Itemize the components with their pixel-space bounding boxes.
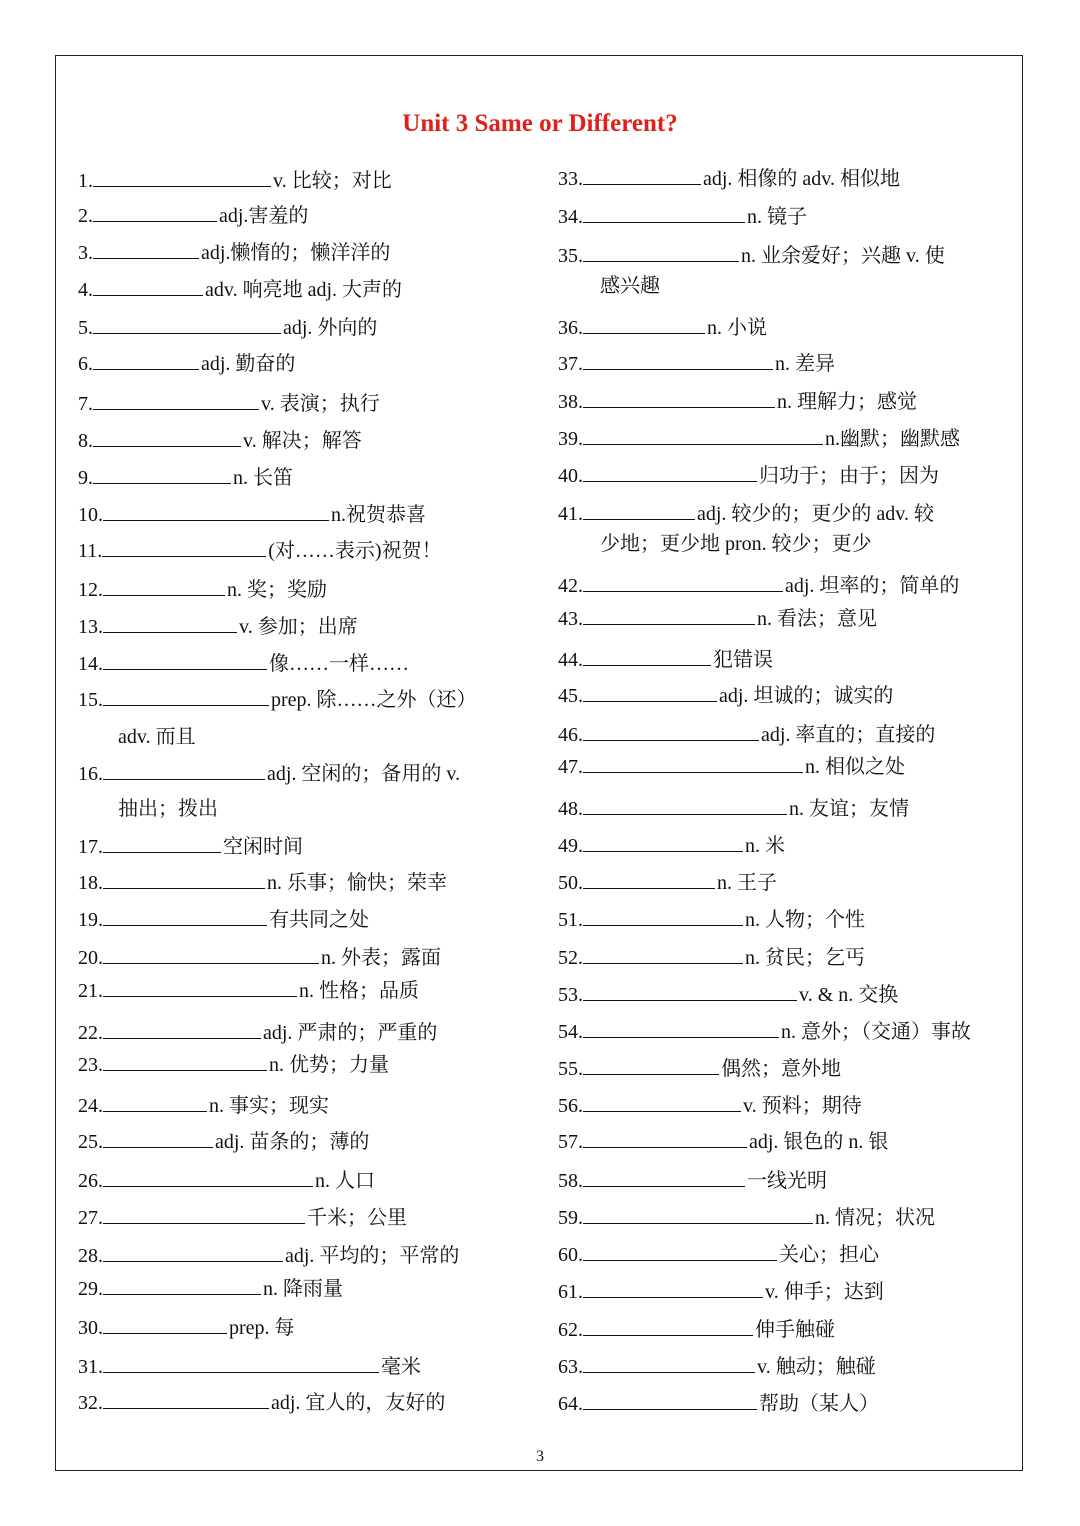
answer-blank[interactable] [583, 1240, 777, 1261]
item-number: 39. [558, 428, 583, 450]
vocab-item [558, 943, 865, 973]
item-meaning: adj. 平均的；平常的 [285, 1245, 460, 1267]
item-meaning: adj. 苗条的；薄的 [215, 1131, 370, 1153]
answer-blank[interactable] [583, 1091, 741, 1112]
answer-blank[interactable] [93, 349, 199, 370]
item-number: 60. [558, 1244, 583, 1266]
answer-blank[interactable] [103, 1203, 305, 1224]
item-meaning: adj. 严肃的；严重的 [263, 1022, 438, 1044]
item-number: 13. [78, 616, 103, 638]
vocab-item [78, 905, 369, 935]
item-number: 53. [558, 984, 583, 1006]
item-meaning: n. 人口 [315, 1170, 375, 1192]
answer-blank[interactable] [103, 905, 267, 926]
item-meaning: n. 外表；露面 [321, 947, 441, 969]
item-meaning: n. 人物；个性 [745, 909, 865, 931]
item-meaning: 一线光明 [747, 1170, 827, 1192]
item-meaning: adj.懒惰的；懒洋洋的 [201, 242, 391, 264]
item-number: 31. [78, 1356, 103, 1378]
item-meaning: 有共同之处 [269, 909, 369, 931]
item-meaning: 关心；担心 [779, 1244, 879, 1266]
item-number: 25. [78, 1131, 103, 1153]
answer-blank[interactable] [93, 201, 217, 222]
vocab-item [558, 1127, 888, 1157]
vocab-item [78, 1388, 445, 1418]
item-number: 24. [78, 1095, 103, 1117]
item-meaning: n. 情况；状况 [815, 1207, 935, 1229]
item-meaning: n. 降雨量 [263, 1278, 343, 1300]
item-number: 36. [558, 317, 583, 339]
vocab-item [78, 832, 303, 862]
item-meaning: prep. 除……之外（还） [271, 689, 477, 711]
item-number: 40. [558, 465, 583, 487]
answer-blank[interactable] [102, 536, 266, 557]
item-number: 14. [78, 653, 103, 675]
vocab-item [558, 868, 777, 898]
vocab-item [558, 1166, 827, 1196]
answer-blank[interactable] [103, 1166, 313, 1187]
answer-blank[interactable] [93, 313, 281, 334]
answer-blank[interactable] [583, 943, 743, 964]
item-number: 52. [558, 947, 583, 969]
answer-blank[interactable] [103, 1091, 207, 1112]
answer-blank[interactable] [103, 685, 269, 706]
item-number: 12. [78, 579, 103, 601]
answer-blank[interactable] [103, 1352, 379, 1373]
vocab-item [78, 1050, 389, 1080]
item-meaning: n. 小说 [707, 317, 767, 339]
item-number: 17. [78, 836, 103, 858]
item-number: 62. [558, 1319, 583, 1341]
answer-blank[interactable] [103, 759, 265, 780]
answer-blank[interactable] [583, 1017, 779, 1038]
item-16-continuation: 抽出；拨出 [118, 798, 218, 820]
answer-blank[interactable] [103, 1274, 261, 1295]
answer-blank[interactable] [583, 720, 759, 741]
item-number: 30. [78, 1317, 103, 1339]
item-number: 18. [78, 872, 103, 894]
answer-blank[interactable] [583, 313, 705, 334]
item-meaning: 空闲时间 [223, 836, 303, 858]
item-meaning: n. 优势；力量 [269, 1054, 389, 1076]
answer-blank[interactable] [583, 1127, 747, 1148]
item-number: 28. [78, 1245, 103, 1267]
item-meaning: n. 镜子 [747, 206, 807, 228]
item-meaning: adj. 宜人的，友好的 [271, 1392, 446, 1414]
answer-blank[interactable] [103, 575, 225, 596]
item-meaning: n. 王子 [717, 872, 777, 894]
vocab-item [78, 500, 426, 530]
answer-blank[interactable] [583, 202, 745, 223]
item-meaning: n. 看法；意见 [757, 608, 877, 630]
vocab-item [558, 645, 773, 675]
item-number: 2. [78, 205, 93, 227]
item-meaning: n. 意外；（交通）事故 [781, 1021, 971, 1043]
vocab-item [78, 313, 377, 343]
answer-blank[interactable] [103, 868, 265, 889]
item-meaning: 像……一样…… [269, 653, 409, 675]
item-number: 22. [78, 1022, 103, 1044]
answer-blank[interactable] [103, 612, 237, 633]
answer-blank[interactable] [583, 387, 775, 408]
item-number: 27. [78, 1207, 103, 1229]
item-number: 19. [78, 909, 103, 931]
item-meaning: n. 米 [745, 835, 785, 857]
vocab-item [78, 275, 402, 305]
item-number: 59. [558, 1207, 583, 1229]
item-number: 50. [558, 872, 583, 894]
item-meaning: 帮助（某人） [759, 1393, 879, 1415]
vocab-item [78, 868, 447, 898]
vocab-item [78, 1091, 329, 1121]
vocab-item [78, 1127, 369, 1157]
item-number: 23. [78, 1054, 103, 1076]
item-meaning: adj. 较少的；更少的 adv. 较 [697, 503, 935, 525]
page-title: Unit 3 Same or Different? [402, 110, 678, 137]
answer-blank[interactable] [583, 499, 695, 520]
item-meaning: adj. 相像的 adv. 相似地 [703, 168, 901, 190]
item-meaning: 偶然；意外地 [721, 1058, 841, 1080]
answer-blank[interactable] [583, 571, 783, 592]
item-number: 32. [78, 1392, 103, 1414]
item-number: 16. [78, 763, 103, 785]
vocab-item [558, 1091, 862, 1121]
item-meaning: 归功于；由于；因为 [759, 465, 939, 487]
item-meaning: v. 预料；期待 [743, 1095, 862, 1117]
vocab-item [558, 905, 865, 935]
item-meaning: adj. 坦诚的；诚实的 [719, 685, 894, 707]
item-number: 42. [558, 575, 583, 597]
item-number: 64. [558, 1393, 583, 1415]
vocab-item [78, 1203, 407, 1233]
vocab-item [558, 499, 934, 529]
item-number: 45. [558, 685, 583, 707]
answer-blank[interactable] [583, 868, 715, 889]
vocab-item [558, 1017, 971, 1047]
item-meaning: v. & n. 交换 [799, 984, 899, 1006]
item-35-continuation: 感兴趣 [600, 275, 660, 297]
vocab-item [558, 752, 905, 782]
vocab-item [78, 1166, 375, 1196]
item-number: 11. [78, 540, 103, 562]
item-number: 8. [78, 430, 93, 452]
item-number: 51. [558, 909, 583, 931]
item-number: 6. [78, 353, 93, 375]
answer-blank[interactable] [583, 1277, 763, 1298]
answer-blank[interactable] [103, 1241, 283, 1262]
answer-blank[interactable] [103, 1050, 267, 1071]
vocab-item [78, 166, 392, 196]
answer-blank[interactable] [583, 681, 717, 702]
item-number: 43. [558, 608, 583, 630]
vocab-item [558, 1203, 935, 1233]
item-number: 7. [78, 393, 93, 415]
answer-blank[interactable] [583, 1054, 719, 1075]
answer-blank[interactable] [583, 424, 823, 445]
answer-blank[interactable] [583, 905, 743, 926]
item-number: 29. [78, 1278, 103, 1300]
item-meaning: v. 参加；出席 [239, 616, 358, 638]
item-number: 56. [558, 1095, 583, 1117]
answer-blank[interactable] [93, 389, 259, 410]
answer-blank[interactable] [93, 238, 199, 259]
item-meaning: v. 伸手；达到 [765, 1281, 884, 1303]
answer-blank[interactable] [583, 1166, 745, 1187]
vocab-item [558, 1054, 841, 1084]
answer-blank[interactable] [583, 645, 711, 666]
vocab-item [78, 976, 419, 1006]
answer-blank[interactable] [103, 1018, 261, 1039]
page-number: 3 [536, 1448, 544, 1465]
answer-blank[interactable] [583, 461, 757, 482]
item-number: 48. [558, 798, 583, 820]
item-meaning: adj. 银色的 n. 银 [749, 1131, 889, 1153]
vocab-item [558, 241, 945, 271]
vocab-item [78, 943, 441, 973]
item-number: 21. [78, 980, 103, 1002]
item-meaning: n. 长笛 [233, 467, 293, 489]
item-meaning: n. 理解力；感觉 [777, 391, 917, 413]
vocab-item [78, 1313, 295, 1343]
item-number: 9. [78, 467, 93, 489]
vocab-item [78, 649, 409, 679]
item-meaning: v. 解决；解答 [243, 430, 362, 452]
vocab-item [78, 389, 380, 419]
answer-blank[interactable] [583, 164, 701, 185]
answer-blank[interactable] [583, 241, 739, 262]
item-number: 37. [558, 353, 583, 375]
answer-blank[interactable] [583, 349, 773, 370]
item-number: 47. [558, 756, 583, 778]
item-number: 20. [78, 947, 103, 969]
item-number: 49. [558, 835, 583, 857]
item-number: 3. [78, 242, 93, 264]
item-meaning: 千米；公里 [307, 1207, 407, 1229]
item-meaning: v. 比较；对比 [273, 170, 392, 192]
item-number: 54. [558, 1021, 583, 1043]
item-number: 57. [558, 1131, 583, 1153]
item-number: 63. [558, 1356, 583, 1378]
answer-blank[interactable] [93, 275, 203, 296]
vocab-item [558, 349, 835, 379]
answer-blank[interactable] [103, 832, 221, 853]
item-number: 33. [558, 168, 583, 190]
item-number: 44. [558, 649, 583, 671]
vocab-item [78, 759, 460, 789]
item-number: 4. [78, 279, 93, 301]
item-number: 10. [78, 504, 103, 526]
vocab-item [78, 1352, 421, 1382]
vocab-item [78, 536, 442, 566]
vocab-item [78, 238, 390, 268]
item-number: 15. [78, 689, 103, 711]
answer-blank[interactable] [103, 1388, 269, 1409]
item-number: 58. [558, 1170, 583, 1192]
answer-blank[interactable] [583, 1389, 757, 1410]
item-number: 38. [558, 391, 583, 413]
vocab-item [78, 575, 327, 605]
answer-blank[interactable] [583, 1352, 755, 1373]
item-meaning: (对……表示)祝贺！ [268, 540, 442, 562]
item-meaning: adj. 外向的 [283, 317, 378, 339]
item-15-continuation: adv. 而且 [118, 726, 196, 748]
answer-blank[interactable] [103, 500, 329, 521]
vocab-item [78, 349, 295, 379]
item-meaning: v. 表演；执行 [261, 393, 380, 415]
vocab-item [78, 1274, 343, 1304]
answer-blank[interactable] [103, 976, 297, 997]
vocab-item [558, 202, 807, 232]
answer-blank[interactable] [583, 831, 743, 852]
answer-blank[interactable] [583, 752, 803, 773]
vocab-item [558, 571, 959, 601]
answer-blank[interactable] [93, 166, 271, 187]
answer-blank[interactable] [583, 1315, 753, 1336]
item-number: 35. [558, 245, 583, 267]
vocab-item [558, 461, 939, 491]
vocab-item [558, 720, 935, 750]
vocab-item [558, 1315, 835, 1345]
item-meaning: v. 触动；触碰 [757, 1356, 876, 1378]
item-number: 34. [558, 206, 583, 228]
item-meaning: n. 友谊；友情 [789, 798, 909, 820]
item-meaning: 伸手触碰 [755, 1319, 835, 1341]
item-meaning: n. 乐事；愉快；荣幸 [267, 872, 447, 894]
item-number: 1. [78, 170, 93, 192]
answer-blank[interactable] [583, 794, 787, 815]
item-meaning: n. 性格；品质 [299, 980, 419, 1002]
item-number: 55. [558, 1058, 583, 1080]
item-meaning: 犯错误 [713, 649, 773, 671]
item-meaning: n. 事实；现实 [209, 1095, 329, 1117]
item-meaning: adj. 勤奋的 [201, 353, 296, 375]
answer-blank[interactable] [93, 463, 231, 484]
item-meaning: n. 差异 [775, 353, 835, 375]
vocab-item [558, 980, 898, 1010]
item-number: 5. [78, 317, 93, 339]
vocab-item [78, 426, 362, 456]
item-meaning: adj. 率直的；直接的 [761, 724, 936, 746]
answer-blank[interactable] [103, 649, 267, 670]
item-meaning: adj.害羞的 [219, 205, 309, 227]
answer-blank[interactable] [583, 604, 755, 625]
answer-blank[interactable] [103, 1127, 213, 1148]
vocab-item [78, 685, 477, 715]
vocab-item [558, 164, 900, 194]
vocab-item [78, 1018, 437, 1048]
item-meaning: adj. 空闲的；备用的 v. [267, 763, 461, 785]
vocab-item [558, 604, 877, 634]
item-41-continuation: 少地；更少地 pron. 较少；更少 [600, 533, 872, 555]
vocab-item [558, 794, 909, 824]
item-meaning: prep. 每 [229, 1317, 295, 1339]
vocab-item [558, 1240, 879, 1270]
answer-blank[interactable] [103, 1313, 227, 1334]
vocab-item [558, 681, 893, 711]
vocab-item [558, 1352, 876, 1382]
item-meaning: 毫米 [381, 1356, 421, 1378]
item-meaning: n. 业余爱好；兴趣 v. 使 [741, 245, 945, 267]
item-meaning: adv. 响亮地 adj. 大声的 [205, 279, 403, 301]
item-number: 61. [558, 1281, 583, 1303]
vocab-item [558, 313, 767, 343]
vocab-item [558, 1389, 879, 1419]
answer-blank[interactable] [103, 943, 319, 964]
vocab-item [78, 201, 308, 231]
item-meaning: n.幽默；幽默感 [825, 428, 960, 450]
item-meaning: n. 奖；奖励 [227, 579, 327, 601]
answer-blank[interactable] [583, 980, 797, 1001]
item-number: 41. [558, 503, 583, 525]
item-number: 26. [78, 1170, 103, 1192]
item-meaning: n. 相似之处 [805, 756, 905, 778]
vocab-item [558, 424, 960, 454]
item-meaning: n.祝贺恭喜 [331, 504, 426, 526]
answer-blank[interactable] [583, 1203, 813, 1224]
item-number: 46. [558, 724, 583, 746]
vocab-item [78, 1241, 459, 1271]
item-meaning: n. 贫民；乞丐 [745, 947, 865, 969]
vocab-item [78, 612, 358, 642]
vocab-item [558, 387, 917, 417]
vocab-item [558, 831, 785, 861]
vocab-item [78, 463, 293, 493]
vocab-item [558, 1277, 884, 1307]
item-meaning: adj. 坦率的；简单的 [785, 575, 960, 597]
answer-blank[interactable] [93, 426, 241, 447]
